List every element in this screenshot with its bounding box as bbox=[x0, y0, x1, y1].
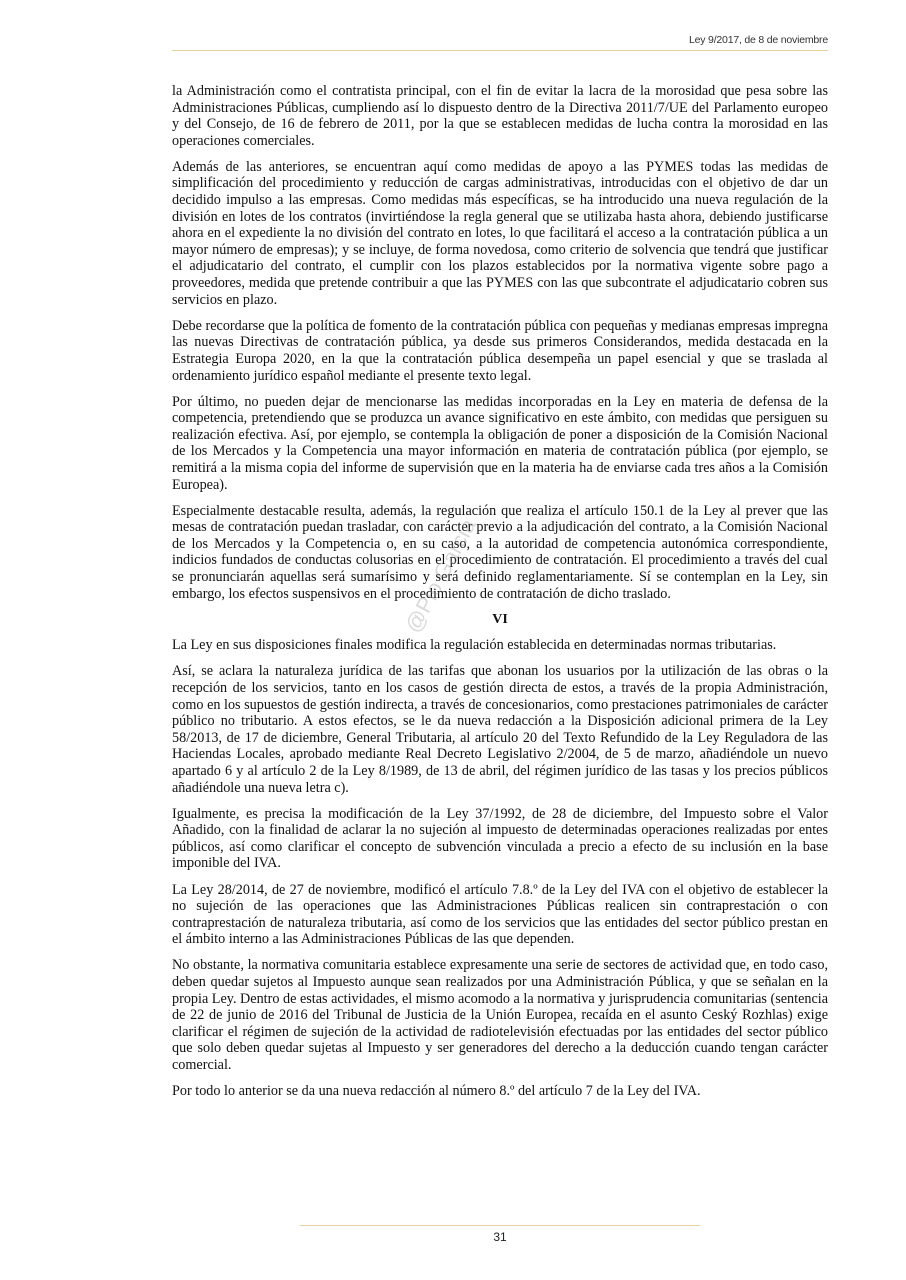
paragraph: Además de las anteriores, se encuentran aquí como medidas de apoyo a las PYMES todas las medidas de simplificación del procedimiento y reducción de cargas administrativas, introducidas con el objetivo de dar un decidido impulso a las empresas. Como medidas más específicas, se ha introducido una nueva regulación de la división en lotes de los contratos (invirtiéndose la regla general que se utilizaba hasta ahora, debiendo justificarse ahora en el expediente la no división del contrato en lotes, lo que facilitará el acceso a la contratación pública a un mayor número de empresas); y se incluye, de forma novedosa, como criterio de solvencia que tendrá que justificar el adjudicatario del contrato, el cumplir con los plazos establecidos por la normativa vigente sobre pago a proveedores, medida que pretende contribuir a que las PYMES con las que subcontrate el adjudicatario cobren sus servicios en plazo. bbox=[172, 158, 828, 308]
paragraph: Por todo lo anterior se da una nueva redacción al número 8.º del artículo 7 de la Ley del IVA. bbox=[172, 1083, 701, 1100]
paragraph: Igualmente, es precisa la modificación de la Ley 37/1992, de 28 de diciembre, del Impuesto sobre el Valor Añadido, con la finalidad de aclarar la no sujeción al impuesto de determinadas operaciones realizadas por entes públicos, así como clarificar el concepto de subvención vinculada a precio a efecto de su inclusión en la base imponible del IVA. bbox=[172, 805, 828, 872]
header-divider bbox=[172, 50, 828, 51]
paragraph: Debe recordarse que la política de fomento de la contratación pública con pequeñas y medianas empresas impregna las nuevas Directivas de contratación pública, ya desde sus primeros Considerandos, medida destacada en la Estrategia Europa 2020, en la que la contratación pública desempeña un papel esencial y que se traslada al ordenamiento jurídico español mediante el presente texto legal. bbox=[172, 317, 828, 384]
running-header: Ley 9/2017, de 8 de noviembre bbox=[689, 34, 828, 46]
section-heading: VI bbox=[492, 611, 508, 627]
watermark: @Pio Garcia bbox=[400, 514, 481, 637]
paragraph: la Administración como el contratista principal, con el fin de evitar la lacra de la morosidad que pesa sobre las Administraciones Públicas, cumpliendo así lo dispuesto dentro de la Directiva 2011/7/UE del Parlamento europeo y del Consejo, de 16 de febrero de 2011, por la que se establecen medidas de lucha contra la morosidad en las operaciones comerciales. bbox=[172, 83, 828, 149]
paragraph: Así, se aclara la naturaleza jurídica de las tarifas que abonan los usuarios por la utilización de las obras o la recepción de los servicios, tanto en los casos de gestión directa de estos, a través de la propia Administración, como en los supuestos de gestión indirecta, a través de concesionarios, como prestaciones patrimoniales de carácter público no tributario. A estos efectos, se le da nueva redacción a la Disposición adicional primera de la Ley 58/2013, de 17 de diciembre, General Tributaria, al artículo 20 del Texto Refundido de la Ley Reguladora de las Haciendas Locales, aprobado mediante Real Decreto Legislativo 2/2004, de 5 de marzo, añadiéndole un nuevo apartado 6 y al artículo 2 de la Ley 8/1989, de 13 de abril, del régimen jurídico de las tasas y los precios públicos añadiéndole una nueva letra c). bbox=[172, 663, 828, 796]
paragraph: La Ley en sus disposiciones finales modifica la regulación establecida en determinadas normas tributarias. bbox=[172, 637, 777, 654]
footer-divider bbox=[300, 1225, 700, 1226]
paragraph: La Ley 28/2014, de 27 de noviembre, modificó el artículo 7.8.º de la Ley del IVA con el objetivo de establecer la no sujeción de las operaciones que las Administraciones Públicas realicen sin contraprestación o con contraprestación de naturaleza tributaria, así como de los servicios que las entidades del sector público prestan en el ámbito interno a las Administraciones Públicas de las que dependen. bbox=[172, 881, 828, 948]
paragraph: No obstante, la normativa comunitaria establece expresamente una serie de sectores de actividad que, en todo caso, deben quedar sujetos al Impuesto aunque sean realizados por una Administración Pública, y que se señalan en la propia Ley. Dentro de estas actividades, el mismo acomodo a la normativa y jurisprudencia comunitarias (sentencia de 22 de junio de 2016 del Tribunal de Justicia de la Unión Europea, recaída en el asunto Ceský Rozhlas) exige clarificar el régimen de sujeción de la actividad de radiotelevisión efectuadas por las entidades del sector público que solo deben quedar sujetas al Impuesto y ser generadores del derecho a la deducción cuando tengan carácter comercial. bbox=[172, 957, 828, 1073]
page-body bbox=[172, 83, 828, 1109]
paragraph: Por último, no pueden dejar de mencionarse las medidas incorporadas en la Ley en materia de defensa de la competencia, pretendiendo que se produzca un avance significativo en este ámbito, con medidas que persiguen su realización efectiva. Así, por ejemplo, se contempla la obligación de poner a disposición de la Comisión Nacional de los Mercados y la Competencia una mayor información en materia de contratación pública (por ejemplo, se remitirá a la misma copia del informe de supervisión que en la materia ha de enviarse cada tres años a la Comisión Europea). bbox=[172, 393, 828, 493]
paragraph: Especialmente destacable resulta, además, la regulación que realiza el artículo 150.1 de la Ley al prever que las mesas de contratación puedan trasladar, con carácter previo a la adjudicación del contrato, a la Comisión Nacional de los Mercados y la Competencia o, en su caso, a la autoridad de competencia autonómica correspondiente, indicios fundados de conductas colusorias en el procedimiento de contratación. El procedimiento a través del cual se pronunciarán aquellas será sumarísimo y será definido reglamentariamente. Sí se contemplan en la Ley, sin embargo, los efectos suspensivos en el procedimiento de contratación de dicho traslado. bbox=[172, 502, 828, 602]
page-number: 31 bbox=[493, 1230, 507, 1244]
